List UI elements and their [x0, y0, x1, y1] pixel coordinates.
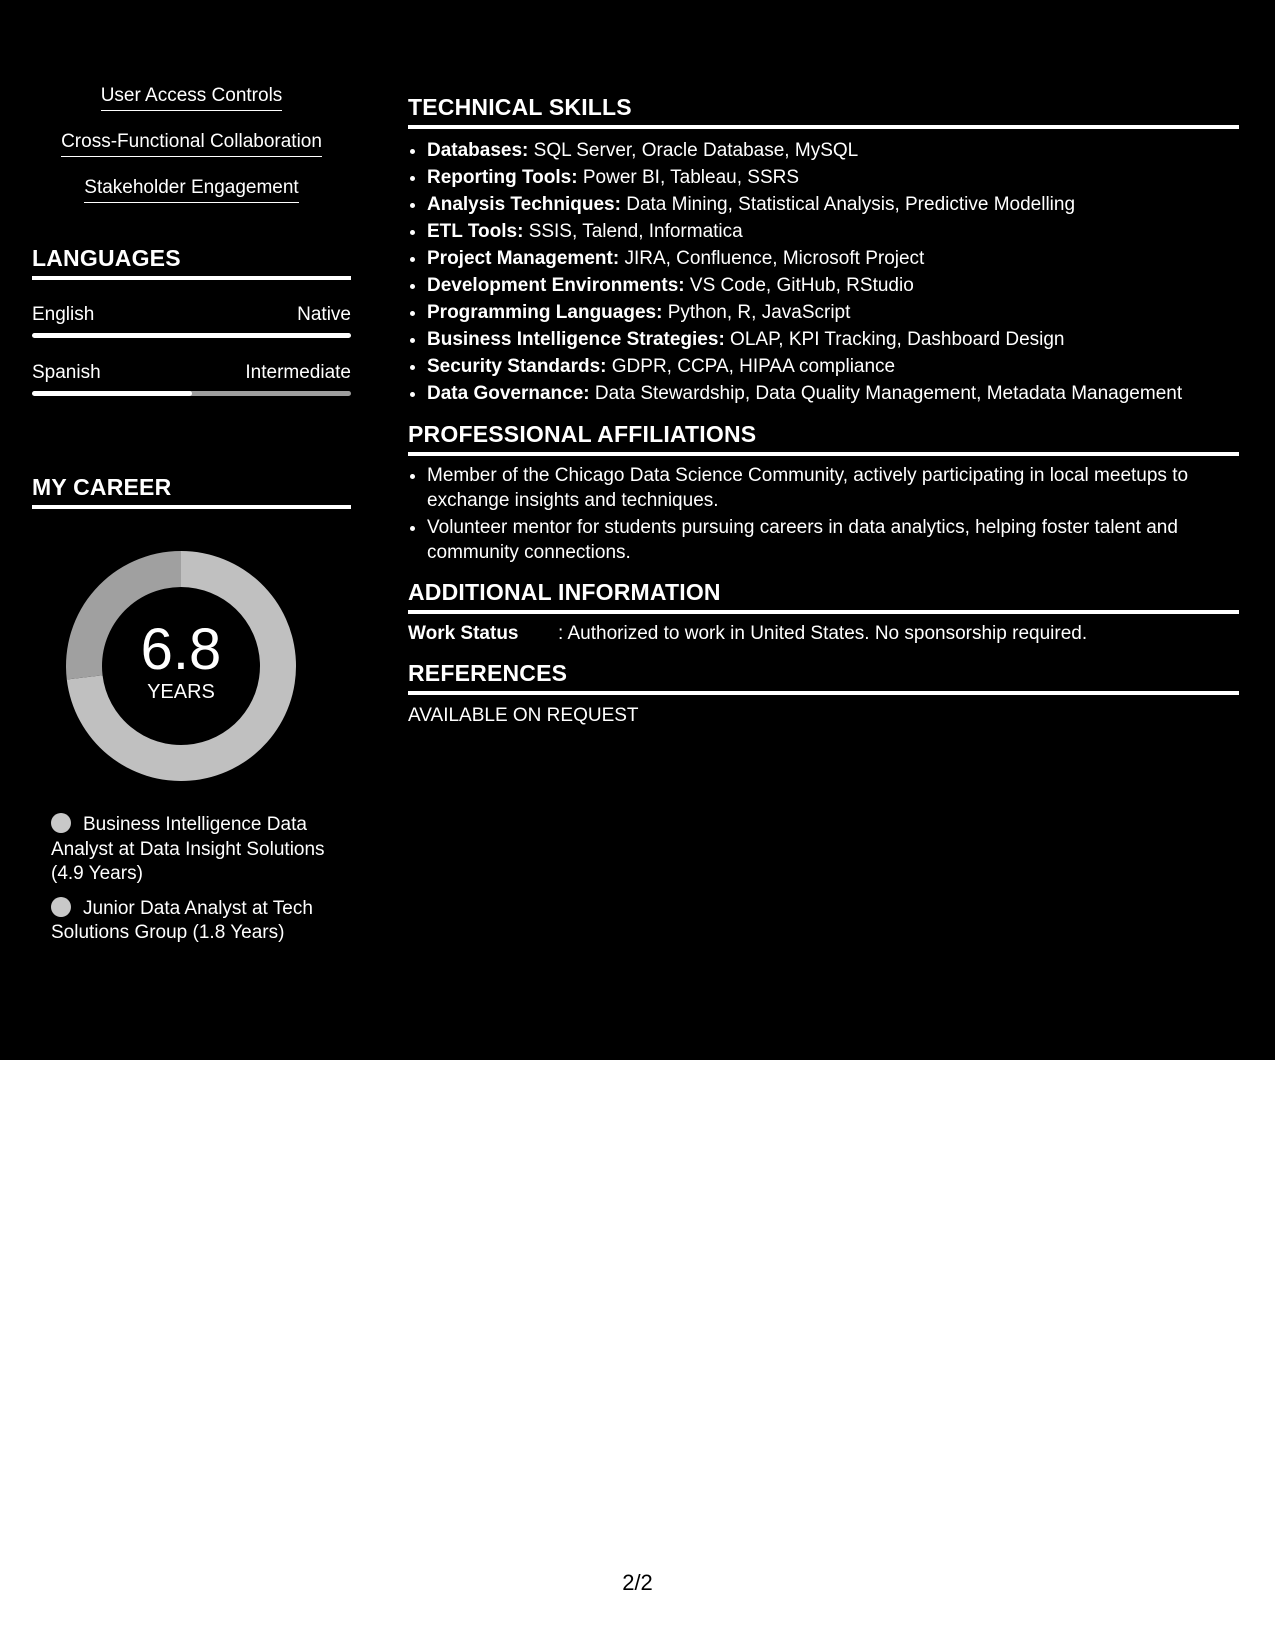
skill-label: Reporting Tools:	[427, 167, 578, 188]
languages-heading: LANGUAGES	[32, 245, 351, 280]
affiliations-list	[408, 464, 1239, 565]
language-proficiency-fill	[32, 333, 351, 338]
skill-value: Data Stewardship, Data Quality Management, Metadata Management	[594, 383, 1183, 404]
career-role: Junior Data Analyst at Tech Solutions Group (1.8 Years)	[51, 897, 313, 943]
left-column	[32, 84, 351, 956]
legend-dot-icon	[51, 897, 71, 917]
skill-label: Business Intelligence Strategies:	[427, 329, 725, 350]
skill-item	[427, 326, 1239, 353]
skill-tags	[32, 84, 351, 222]
skill-value: Python, R, JavaScript	[667, 302, 851, 323]
skill-label: Analysis Techniques:	[427, 194, 621, 215]
career-total-years: 6.8	[140, 617, 222, 682]
language-proficiency-fill	[32, 391, 192, 396]
work-status-value: : Authorized to work in United States. No sponsorship required.	[558, 623, 1088, 644]
language-proficiency-bar	[32, 333, 351, 338]
skill-value: GDPR, CCPA, HIPAA compliance	[611, 356, 896, 377]
legend-dot-icon	[51, 813, 71, 833]
language-item	[32, 303, 351, 338]
career-role: Business Intelligence Data Analyst at Data Insight Solutions (4.9 Years)	[51, 814, 325, 884]
skill-item	[427, 245, 1239, 272]
page-number: 2/2	[622, 1570, 653, 1595]
career-legend	[51, 813, 341, 946]
language-name: Spanish	[32, 362, 101, 383]
skill-label: Data Governance:	[427, 383, 590, 404]
skill-item	[427, 164, 1239, 191]
career-heading: MY CAREER	[32, 474, 351, 509]
skill-item	[427, 380, 1239, 407]
skill-value: SSIS, Talend, Informatica	[528, 221, 743, 242]
career-donut-chart	[66, 551, 296, 781]
skill-item	[427, 218, 1239, 245]
skill-label: Project Management:	[427, 248, 620, 269]
skill-tag: User Access Controls	[101, 84, 283, 111]
affiliations-heading: PROFESSIONAL AFFILIATIONS	[408, 421, 1239, 456]
skill-value: JIRA, Confluence, Microsoft Project	[624, 248, 925, 269]
donut-center	[66, 551, 296, 781]
skill-item	[427, 272, 1239, 299]
skill-value: VS Code, GitHub, RStudio	[689, 275, 914, 296]
skill-label: ETL Tools:	[427, 221, 524, 242]
language-name: English	[32, 304, 95, 325]
skill-value: SQL Server, Oracle Database, MySQL	[533, 140, 859, 161]
career-legend-item	[51, 813, 341, 887]
skill-value: Data Mining, Statistical Analysis, Predictive Modelling	[626, 194, 1076, 215]
technical-skills-heading: TECHNICAL SKILLS	[408, 94, 1239, 129]
references-heading: REFERENCES	[408, 660, 1239, 695]
language-level: Intermediate	[245, 362, 351, 383]
language-proficiency-bar	[32, 391, 351, 396]
language-item	[32, 361, 351, 396]
right-column	[408, 94, 1239, 728]
skill-tag: Stakeholder Engagement	[84, 176, 298, 203]
career-years-unit: YEARS	[147, 681, 215, 703]
additional-info-heading: ADDITIONAL INFORMATION	[408, 579, 1239, 614]
work-status-row	[408, 622, 1239, 646]
skill-label: Programming Languages:	[427, 302, 663, 323]
language-level: Native	[297, 304, 351, 325]
skill-label: Development Environments:	[427, 275, 685, 296]
skill-value: OLAP, KPI Tracking, Dashboard Design	[730, 329, 1065, 350]
skill-item	[427, 191, 1239, 218]
technical-skills-list	[408, 137, 1239, 407]
skill-tag: Cross-Functional Collaboration	[61, 130, 322, 157]
career-legend-item	[51, 897, 341, 946]
work-status-label: Work Status	[408, 623, 519, 644]
references-text: AVAILABLE ON REQUEST	[408, 705, 639, 726]
skill-item	[427, 137, 1239, 164]
skill-item	[427, 353, 1239, 380]
skill-value: Power BI, Tableau, SSRS	[582, 167, 800, 188]
skill-label: Security Standards:	[427, 356, 607, 377]
affiliation-item: • Volunteer mentor for students pursuing careers in data analytics, helping foster talent and community connections.	[427, 516, 1239, 565]
affiliation-item: • Member of the Chicago Data Science Community, actively participating in local meetups to exchange insights and techniques.	[427, 464, 1239, 513]
skill-label: Databases:	[427, 140, 529, 161]
skill-item	[427, 299, 1239, 326]
